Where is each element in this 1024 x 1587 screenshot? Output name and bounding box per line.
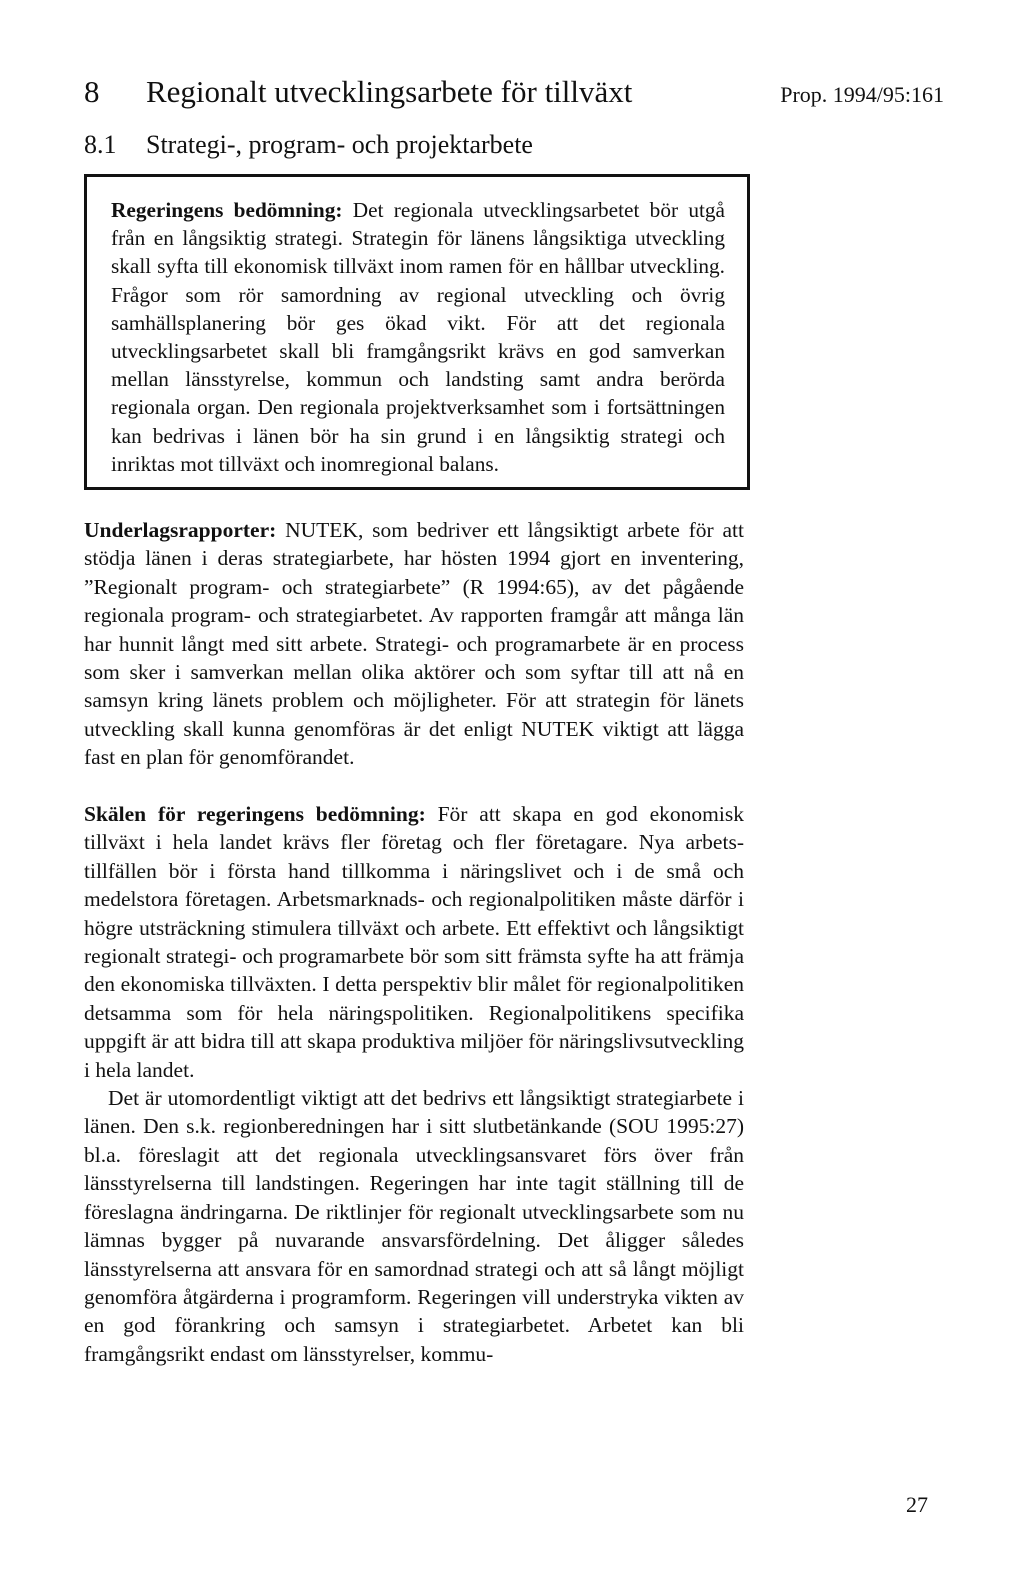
assessment-text: Det regionala utvecklingsarbetet bör utgå från en långsiktig strategi. Strategin för länens långsiktiga utveckling skall syfta till ekonomisk tillväxt inom ramen för en hållbar utveckling. Frågor som rör samordning av regional utveckling och övrig samhällsplanering bör ges ökad vikt. För att det regionala utvecklingsarbetet skall bli framgångsrikt krävs en god samverkan mellan länsstyrelse, kommun och landsting samt andra berörda regionala organ. Den regionala projektverksamhet som i fortsättningen kan bedrivas i länen bör ha sin grund i en långsiktig strategi och inriktas mot tillväxt och inomregional balans. <box>111 198 725 476</box>
chapter-title: Regionalt utvecklingsarbete för tillväxt <box>146 74 633 109</box>
assessment-paragraph <box>111 196 725 478</box>
section-number: 8.1 <box>84 130 117 159</box>
proposition-reference: Prop. 1994/95:161 <box>780 82 944 107</box>
assessment-lead: Regeringens bedömning: <box>111 198 343 222</box>
background-reports-lead: Underlagsrapporter: <box>84 518 277 542</box>
chapter-heading <box>84 72 632 112</box>
background-reports-paragraph <box>84 516 744 772</box>
background-reports-text: NUTEK, som bedriver ett långsiktigt arbete för att stödja länen i deras strategiarbete, har hösten 1994 gjort en inventering, ”Regionalt program- och strategiarbete” (R 1994:65), av det pågående regionala program- och strategiarbetet. Av rapporten framgår att många län har hunnit långt med sitt arbete. Strategi- och programarbete är en process som sker i samverkan mellan olika aktörer och som syftar till att nå en samsyn kring länets problem och möjligheter. För att strategin för länets utveckling skall kunna genomföras är det enligt NUTEK viktigt att lägga fast en plan för genomförandet. <box>84 518 744 770</box>
chapter-number: 8 <box>84 74 100 109</box>
reasons-paragraph <box>84 800 744 1084</box>
background-reports-section <box>84 516 744 772</box>
reasons-text: För att skapa en god ekonomisk tillväxt i hela landet krävs fler företag och fler företagare. Nya arbetstillfällen bör i första hand tillkomma i näringslivet och i de små och medelstora företagen. Arbetsmarknads- och regionalpolitiken måste därför i högre utsträckning stimulera tillväxt och arbete. Ett effektivt och långsiktigt regionalt strategi- och programarbete bör som sitt främsta syfte ha att främja den ekonomiska tillväxten. I detta perspektiv blir målet för regionalpolitiken detsamma som för hela näringspolitiken. Regionalpolitikens specifika uppgift är att bidra till att skapa produktiva miljöer för näringslivsutveckling i hela landet. <box>84 802 744 1082</box>
section-title: Strategi-, program- och projektarbete <box>146 130 533 159</box>
government-assessment-box <box>84 174 750 490</box>
section-heading <box>84 128 533 162</box>
reasons-section <box>84 800 744 1368</box>
reasons-paragraph-2: Det är utomordentligt viktigt att det bedrivs ett långsiktigt strategiarbete i länen. Den s.k. regionberedningen har i sitt slutbetänkande (SOU 1995:27) bl.a. föreslagit att det regionala utvecklingsansvaret förs över från länsstyrelserna till landstingen. Regeringen har inte tagit ställning till de föreslagna ändringarna. De riktlinjer för regionalt utvecklingsarbete som nu lämnas bygger på nuvarande ansvarsfördelning. Det åligger således länsstyrelserna att ansvara för en samordnad strategi och att så långt möjligt genomföra åtgärderna i programform. Regeringen vill understryka vikten av en god förankring och samsyn i strategiarbetet. Arbetet kan bli framgångsrikt endast om länsstyrelser, kommu- <box>84 1086 744 1366</box>
page-number: 27 <box>906 1492 928 1517</box>
reasons-lead: Skälen för regeringens bedömning: <box>84 802 426 826</box>
